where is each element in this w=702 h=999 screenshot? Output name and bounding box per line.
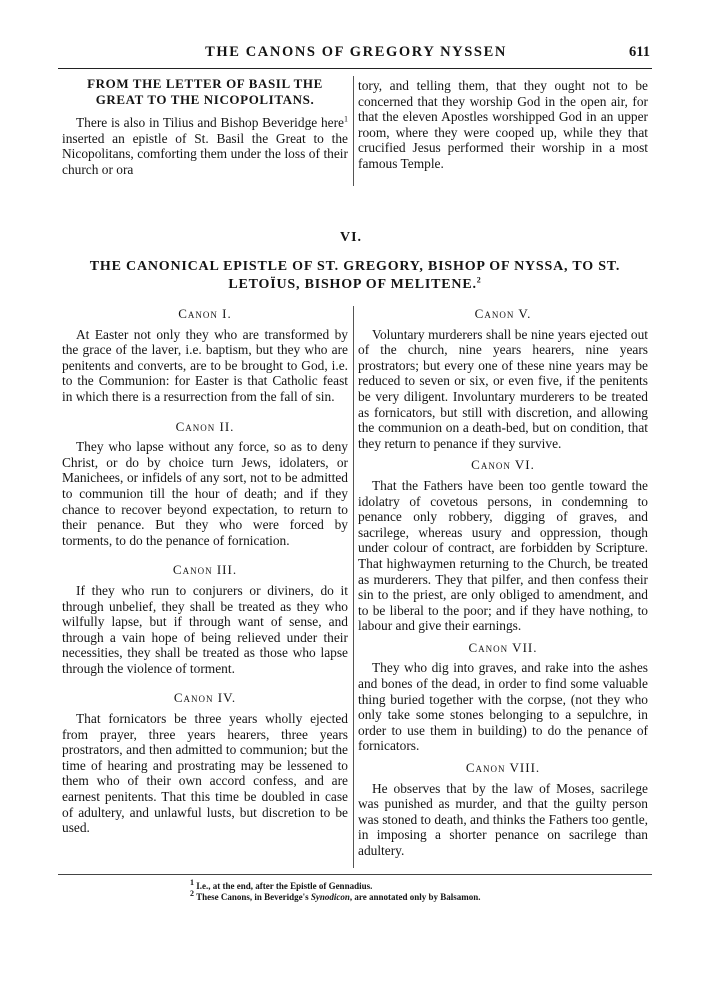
running-title: THE CANONS OF GREGORY NYSSEN: [205, 44, 507, 60]
footnote-2-post: , are annotated only by Balsamon.: [349, 892, 481, 902]
canon-3-text: If they who run to conjurers or diviners, do it through unbelief, they shall be treated as they who wilfully lapse, but if through want of sense, and through a vain hope of being relieved under their necessities, they shall be treated as those who lapse through the violence of torment.: [62, 582, 348, 676]
canon-1-text: At Easter not only they who are transformed by the grace of the laver, i.e. baptism, but they who are penitents and converts, are to be brought to God, i.e. to the Communion: for Easter is that Catholic feast in which there is a resurrection from the fall of sin.: [62, 326, 348, 404]
canon-2-text: They who lapse without any force, so as to deny Christ, or do by choice turn Jews, idolaters, or Manichees, or infidels of any sort, not to be admitted to communion till the hour of death; and if they chance to recover beyond expectation, to return to their penance. But they who were forced by torments, to do the penance of fornication.: [62, 439, 348, 548]
footnote-1: [190, 878, 610, 892]
column-divider-top: [353, 76, 354, 186]
footnote-1-mark: 1: [190, 878, 194, 887]
canon-5-text: Voluntary murderers shall be nine years ejected out of the church, nine years hearers, nine years prostrators; but every one of these nine years may be reduced to seven or six, or even five, if the penitents be very diligent. Involuntary murderers to be treated as fornicators, but still with discretion, and allowing the communion on a death-bed, but on condition, that they return to penance if they survive.: [358, 326, 648, 451]
footnotes: [190, 878, 610, 903]
page-number: 611: [629, 44, 650, 60]
footnote-2: [190, 889, 610, 903]
canon-7-text: They who dig into graves, and rake into the ashes and bones of the dead, in order to find some valuable thing buried together with the corpse, (not they who only take some stones belonging to a sepulchre, in order to use them in building) to do the penance of fornicators.: [358, 660, 648, 754]
column-divider-main: [353, 306, 354, 868]
basil-left-column: [62, 76, 348, 177]
running-header: [62, 44, 650, 64]
footnote-rule: [58, 874, 652, 875]
canon-4-heading: Canon IV.: [173, 690, 237, 706]
basil-right-column: [358, 78, 648, 172]
canon-6-heading: Canon VI.: [471, 457, 535, 473]
epistle-title-text: THE CANONICAL EPISTLE OF ST. GREGORY, BISHOP OF NYSSA, TO ST. LETOÏUS, BISHOP OF MELITENE.: [89, 259, 621, 292]
footnote-2-pre: These Canons, in Beveridge's: [196, 892, 311, 902]
footnote-ref-1: 1: [344, 114, 348, 124]
section-numeral: VI.: [339, 230, 363, 245]
footnote-2-mark: 2: [190, 889, 194, 898]
basil-text-left: [62, 115, 348, 177]
basil-text-left-a: There is also in Tilius and Bishop Beveridge here: [76, 115, 344, 130]
canon-1-heading: Canon I.: [178, 306, 232, 321]
canons-right-column: [358, 306, 648, 859]
footnote-2-italic: Synodicon: [310, 892, 350, 902]
basil-text-right: tory, and telling them, that they ought not to be concerned that they worship God in the open air, for that the eleven Apostles worshipped God in an upper room, where they were cooped up, while they that crucified Jesus performed their worship in a most famous Temple.: [358, 78, 648, 171]
canon-2-heading: Canon II.: [175, 418, 235, 434]
canons-left-column: [62, 306, 348, 836]
canon-6-text: That the Fathers have been too gentle toward the idolatry of covetous persons, in condemning to penance only robbery, digging of graves, and sacrilege, whereas usury and oppression, though under colour of contract, are forbidden by Scripture. That highwaymen returning to the Church, be treated as murderers. They that pilfer, and then confess their sin to the priest, are only obliged to amendment, and to be liberal to the poor; and if they have nothing, to labour and give their earnings.: [358, 477, 648, 634]
canon-4-text: That fornicators be three years wholly ejected from prayer, three years hearers, three years prostrators, and then admitted to communion; but the time of hearing and prostrating may be lessened to them who of their own accord confess, and are earnest penitents. That this time be doubled in case of adultery, and unlawful lusts, but discretion to be used.: [62, 711, 348, 836]
basil-heading: FROM THE LETTER OF BASIL THE GREAT TO THE NICOPOLITANS.: [87, 76, 323, 107]
footnote-1-text: I.e., at the end, after the Epistle of Gennadius.: [196, 881, 373, 891]
canon-7-heading: Canon VII.: [468, 639, 538, 655]
basil-text-left-b: inserted an epistle of St. Basil the Great to the Nicopolitans, comforting them under the loss of their church or ora: [62, 130, 348, 177]
canon-8-text: He observes that by the law of Moses, sacrilege was punished as murder, and that the guilty person was stoned to death, and thinks the Fathers too gentle, in imposing a shorter penance on sacrilege than adultery.: [358, 780, 648, 858]
epistle-title: [60, 258, 650, 294]
canon-8-heading: Canon VIII.: [465, 760, 541, 776]
canon-3-heading: Canon III.: [172, 562, 238, 578]
canon-5-heading: Canon V.: [474, 306, 532, 321]
footnote-ref-2: 2: [476, 275, 482, 285]
header-rule: [58, 68, 652, 69]
